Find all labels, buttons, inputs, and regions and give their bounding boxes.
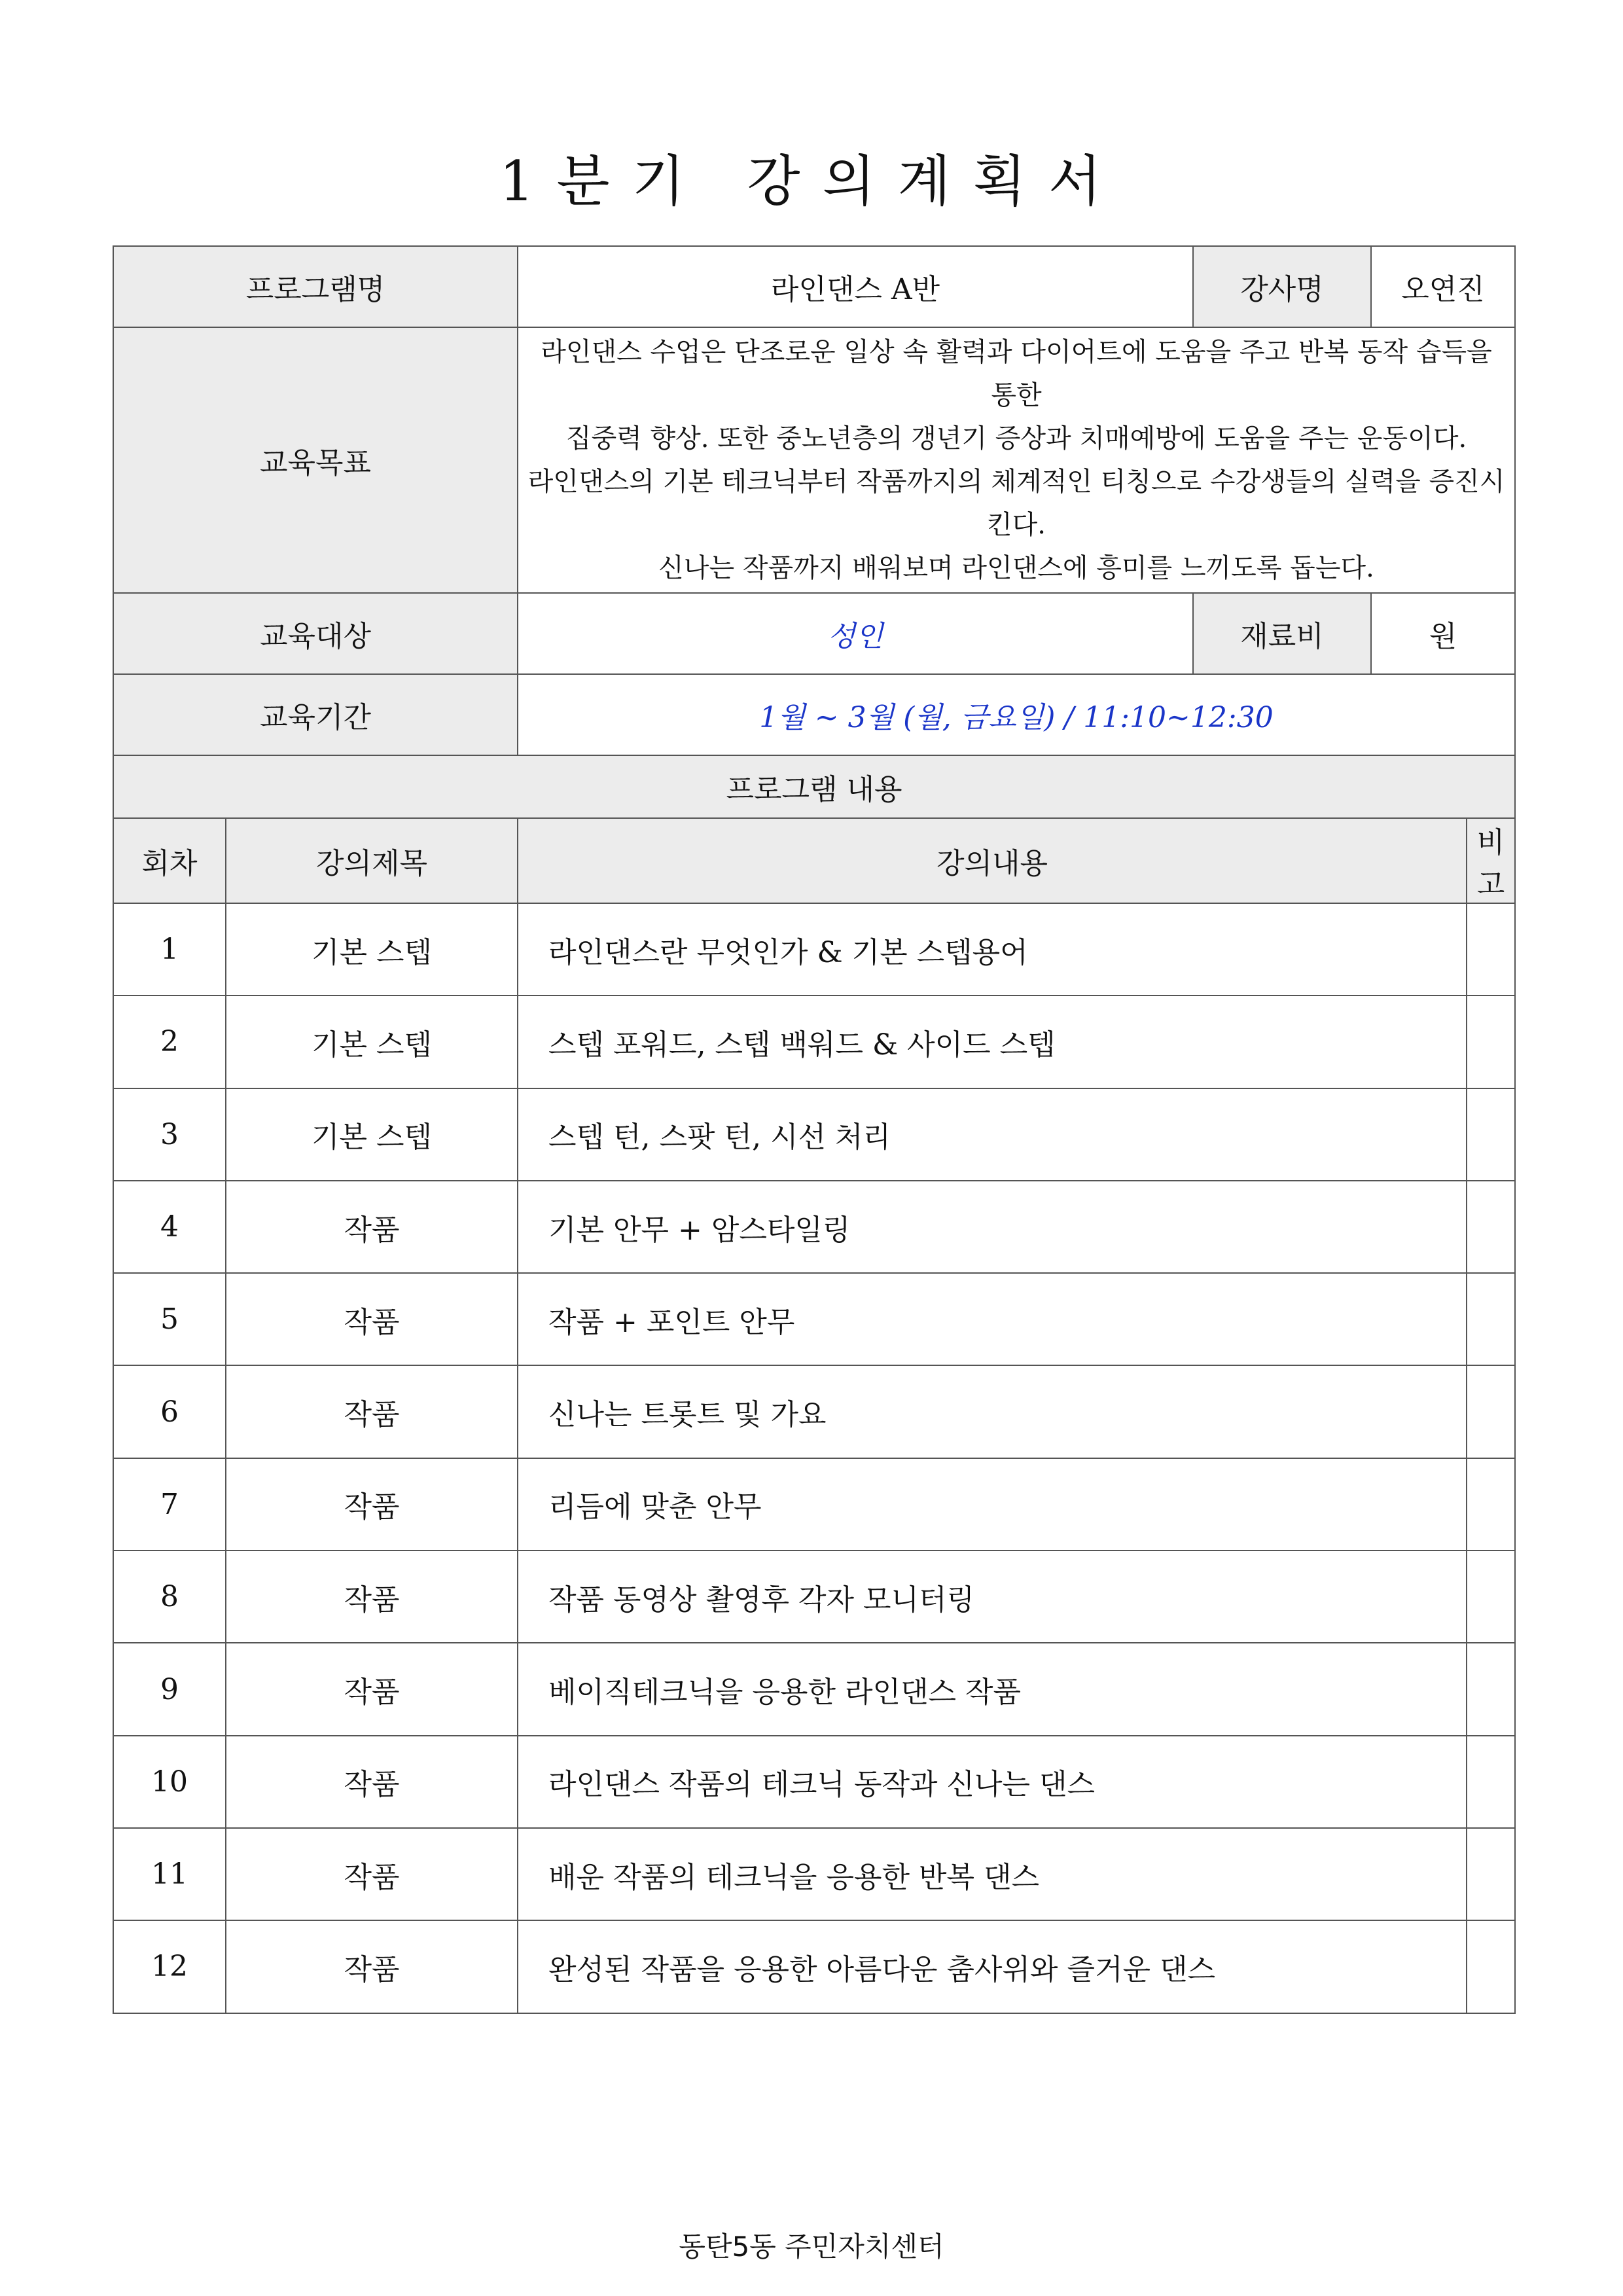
session-number: 4 xyxy=(113,1181,226,1273)
note-cell xyxy=(1467,1551,1515,1643)
lecture-content: 베이직테크닉을 응용한 라인댄스 작품 xyxy=(518,1643,1467,1735)
table-row xyxy=(113,1551,1515,1643)
table-row xyxy=(113,1088,1515,1181)
lecture-title: 기본 스텝 xyxy=(226,996,518,1088)
target-row xyxy=(113,593,1515,674)
material-fee-value: 원 xyxy=(1371,593,1515,674)
note-cell xyxy=(1467,1365,1515,1458)
session-number: 1 xyxy=(113,903,226,996)
table-row xyxy=(113,1365,1515,1458)
lecture-content: 작품 + 포인트 안무 xyxy=(518,1273,1467,1365)
note-cell xyxy=(1467,1181,1515,1273)
table-row xyxy=(113,1643,1515,1735)
lecture-title: 작품 xyxy=(226,1181,518,1273)
session-number: 2 xyxy=(113,996,226,1088)
session-number: 11 xyxy=(113,1828,226,1920)
lecture-content: 완성된 작품을 응용한 아름다운 춤사위와 즐거운 댄스 xyxy=(518,1920,1467,2013)
note-cell xyxy=(1467,1736,1515,1828)
program-header-row xyxy=(113,755,1515,818)
document-title: 1분기 강의계획서 xyxy=(499,149,1124,213)
column-header-row xyxy=(113,818,1515,903)
lecture-title: 작품 xyxy=(226,1920,518,2013)
period-row xyxy=(113,674,1515,755)
instructor-label: 강사명 xyxy=(1193,246,1371,327)
lecture-content: 스텝 턴, 스팟 턴, 시선 처리 xyxy=(518,1088,1467,1181)
table-row xyxy=(113,1273,1515,1365)
lecture-content: 라인댄스 작품의 테크닉 동작과 신나는 댄스 xyxy=(518,1736,1467,1828)
note-cell xyxy=(1467,1828,1515,1920)
lecture-title: 작품 xyxy=(226,1736,518,1828)
session-number: 7 xyxy=(113,1458,226,1551)
material-fee-label: 재료비 xyxy=(1193,593,1371,674)
lecture-content: 라인댄스란 무엇인가 & 기본 스텝용어 xyxy=(518,903,1467,996)
lecture-title: 기본 스텝 xyxy=(226,1088,518,1181)
lecture-title: 작품 xyxy=(226,1828,518,1920)
lecture-title: 기본 스텝 xyxy=(226,903,518,996)
note-cell xyxy=(1467,1088,1515,1181)
note-cell xyxy=(1467,1920,1515,2013)
table-row xyxy=(113,1920,1515,2013)
period-value: 1월 ~ 3월 (월, 금요일) / 11:10~12:30 xyxy=(518,674,1515,755)
goal-line: 라인댄스의 기본 테크닉부터 작품까지의 체계적인 티칭으로 수강생들의 실력을 증진시킨다. xyxy=(527,467,1505,540)
lecture-content: 스텝 포워드, 스텝 백워드 & 사이드 스텝 xyxy=(518,996,1467,1088)
instructor-value: 오연진 xyxy=(1371,246,1515,327)
target-label: 교육대상 xyxy=(113,593,518,674)
table-row xyxy=(113,1458,1515,1551)
session-number: 6 xyxy=(113,1365,226,1458)
lecture-content: 기본 안무 + 암스타일링 xyxy=(518,1181,1467,1273)
lecture-title: 작품 xyxy=(226,1551,518,1643)
session-number: 3 xyxy=(113,1088,226,1181)
goal-label: 교육목표 xyxy=(113,327,518,593)
table-row xyxy=(113,1736,1515,1828)
target-value: 성인 xyxy=(518,593,1193,674)
note-cell xyxy=(1467,1643,1515,1735)
column-header-session: 회차 xyxy=(113,818,226,903)
lecture-title: 작품 xyxy=(226,1273,518,1365)
column-header-title: 강의제목 xyxy=(226,818,518,903)
program-info-row xyxy=(113,246,1515,327)
goal-line: 라인댄스 수업은 단조로운 일상 속 활력과 다이어트에 도움을 주고 반복 동작 습득을 통한 xyxy=(541,337,1492,410)
note-cell xyxy=(1467,1458,1515,1551)
note-cell xyxy=(1467,903,1515,996)
footer-organization: 동탄5동 주민자치센터 xyxy=(679,2231,944,2263)
session-number: 12 xyxy=(113,1920,226,2013)
session-number: 9 xyxy=(113,1643,226,1735)
session-number: 10 xyxy=(113,1736,226,1828)
note-cell xyxy=(1467,996,1515,1088)
program-content-header: 프로그램 내용 xyxy=(113,755,1515,818)
period-label: 교육기간 xyxy=(113,674,518,755)
goal-line: 신나는 작품까지 배워보며 라인댄스에 흥미를 느끼도록 돕는다. xyxy=(658,553,1374,583)
goal-row xyxy=(113,327,1515,593)
goal-line: 집중력 향상. 또한 중노년층의 갱년기 증상과 치매예방에 도움을 주는 운동이다. xyxy=(565,423,1467,454)
lecture-content: 작품 동영상 촬영후 각자 모니터링 xyxy=(518,1551,1467,1643)
column-header-content: 강의내용 xyxy=(518,818,1467,903)
table-row xyxy=(113,903,1515,996)
table-row xyxy=(113,1181,1515,1273)
goal-text xyxy=(518,327,1515,593)
note-cell xyxy=(1467,1273,1515,1365)
lecture-title: 작품 xyxy=(226,1458,518,1551)
table-row xyxy=(113,1828,1515,1920)
lecture-plan-table xyxy=(113,245,1516,2014)
program-name-value: 라인댄스 A반 xyxy=(518,246,1193,327)
lecture-content: 배운 작품의 테크닉을 응용한 반복 댄스 xyxy=(518,1828,1467,1920)
session-number: 5 xyxy=(113,1273,226,1365)
lecture-content: 리듬에 맞춘 안무 xyxy=(518,1458,1467,1551)
program-name-label: 프로그램명 xyxy=(113,246,518,327)
column-header-note: 비고 xyxy=(1467,818,1515,903)
lecture-title: 작품 xyxy=(226,1365,518,1458)
lecture-title: 작품 xyxy=(226,1643,518,1735)
session-number: 8 xyxy=(113,1551,226,1643)
table-row xyxy=(113,996,1515,1088)
lecture-content: 신나는 트롯트 및 가요 xyxy=(518,1365,1467,1458)
